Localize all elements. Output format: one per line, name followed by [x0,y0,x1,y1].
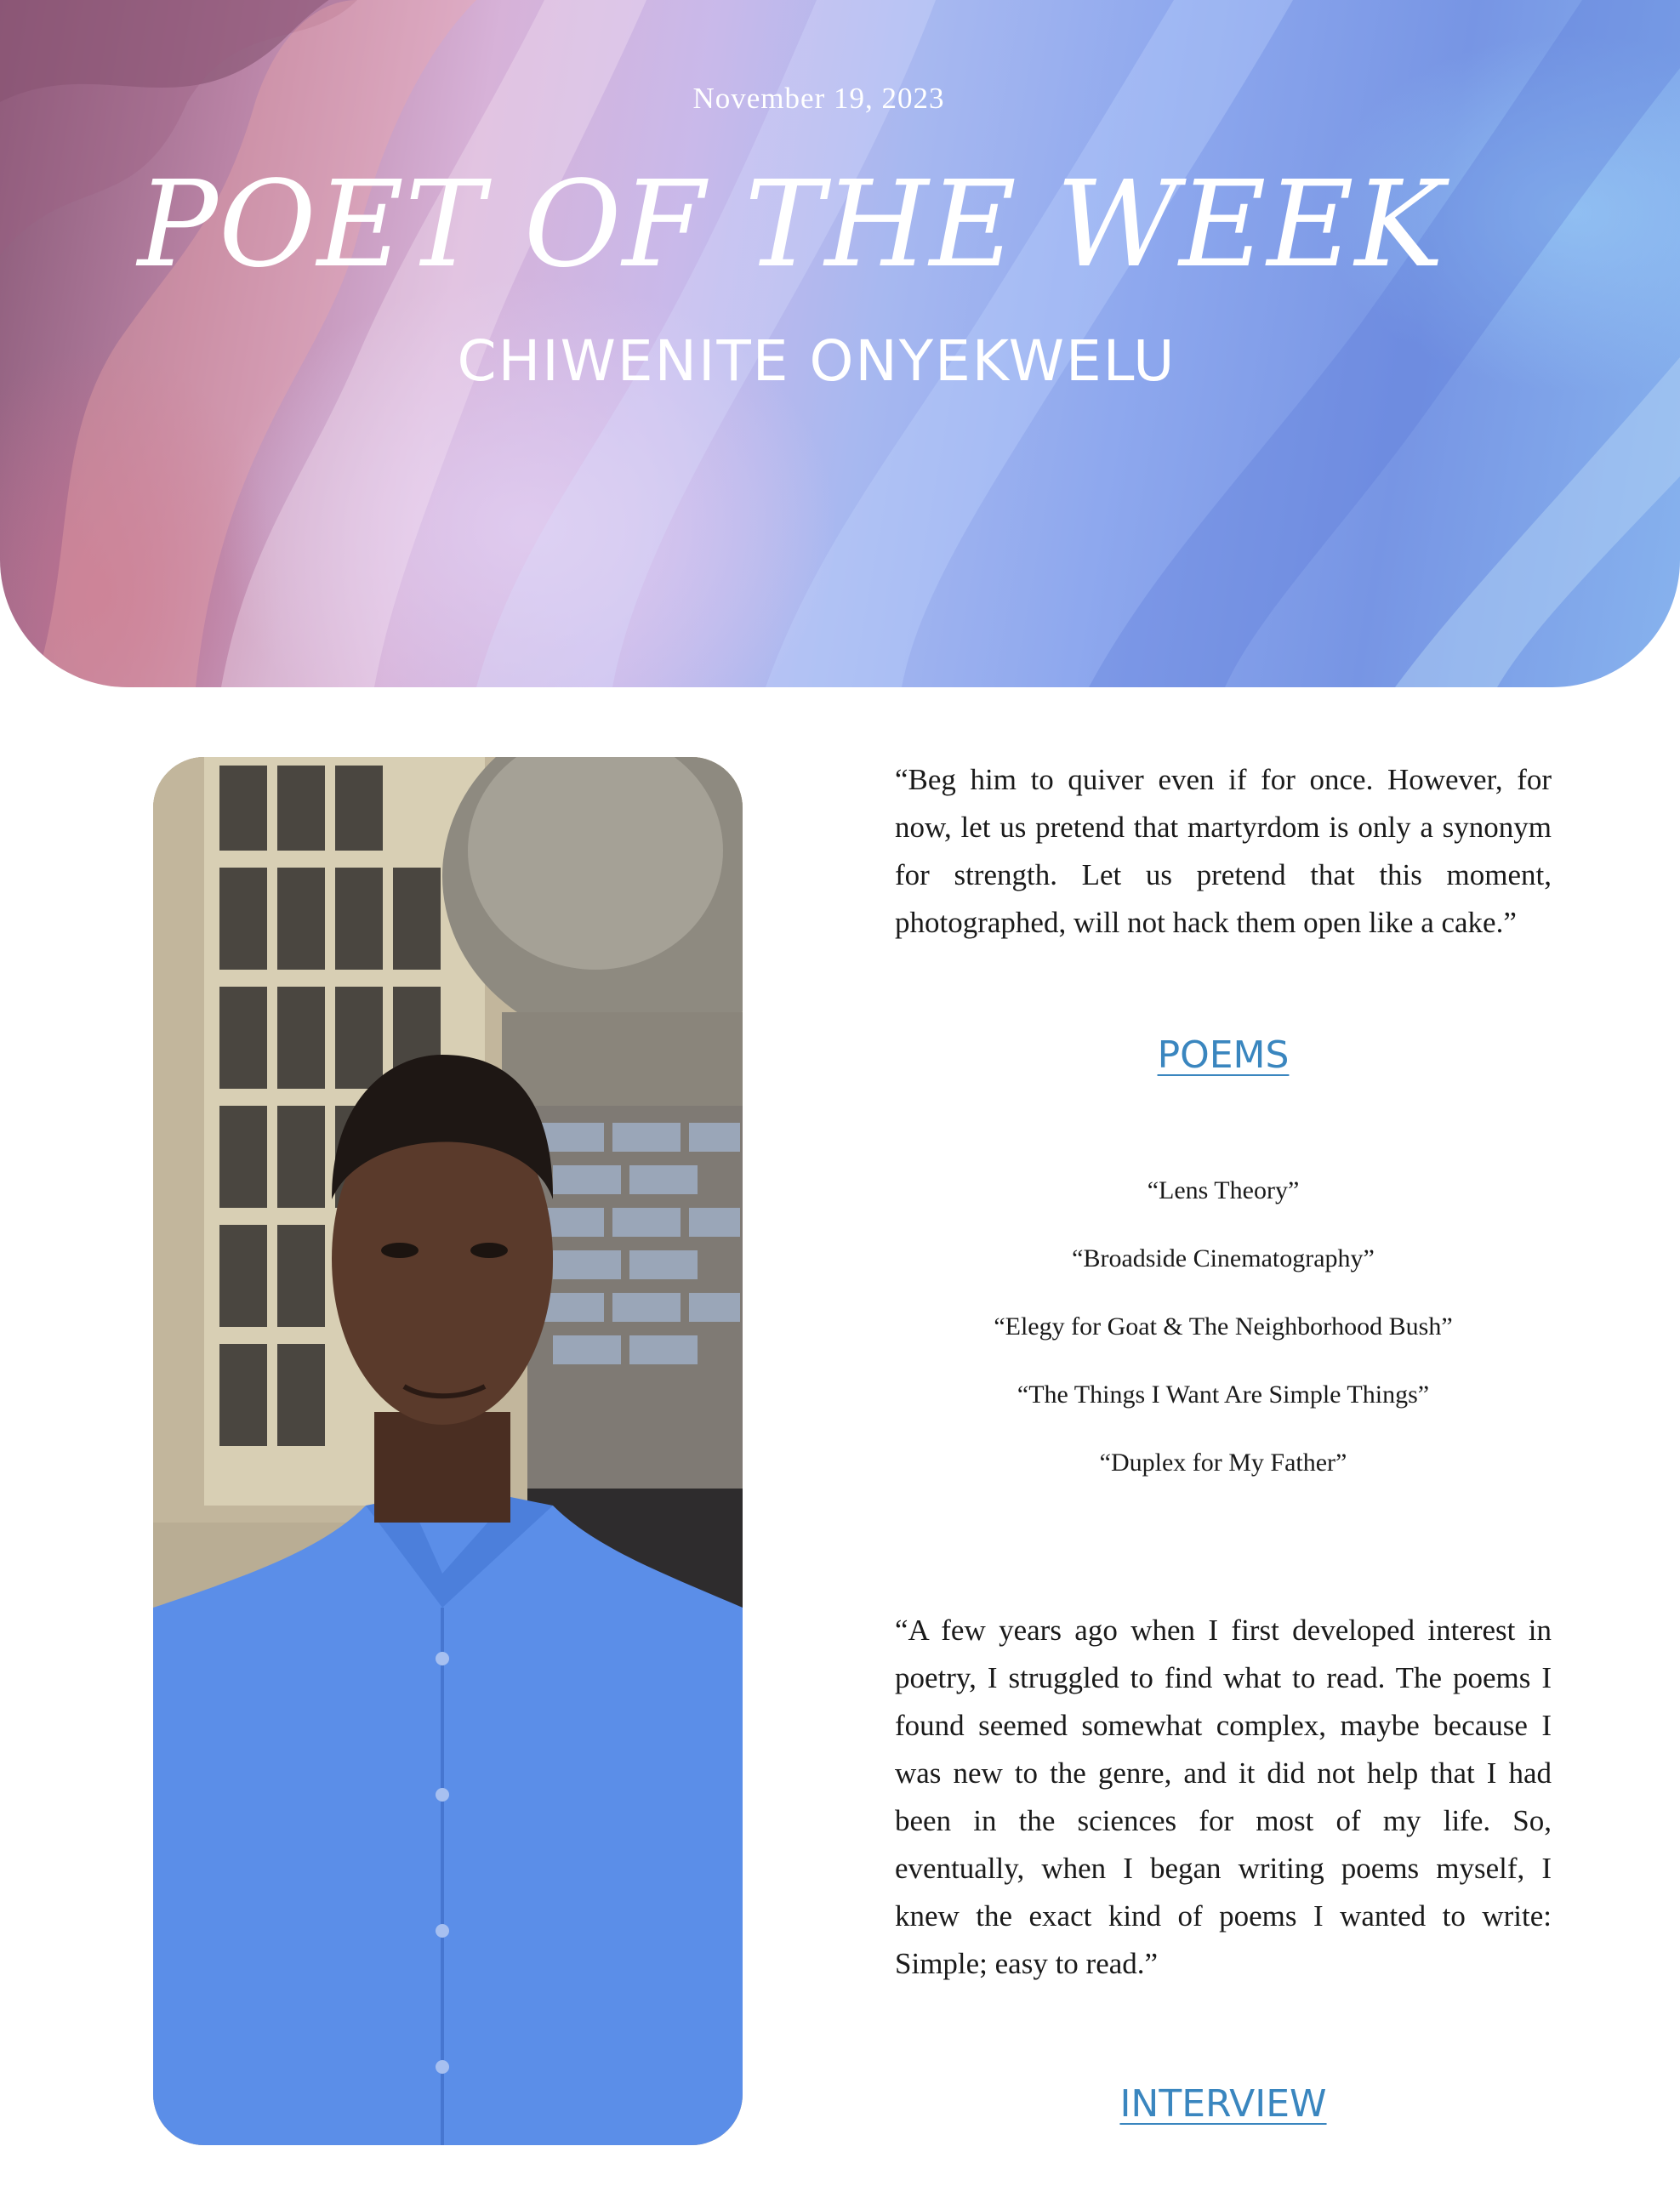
poems-heading[interactable] [895,1032,1552,1079]
interview-heading-link[interactable]: INTERVIEW [1119,2082,1327,2126]
poems-heading-link[interactable]: POEMS [1157,1033,1290,1077]
poem-title: “The Things I Want Are Simple Things” [1017,1380,1430,1409]
portrait-illustration [153,757,743,2145]
poem-title: “Duplex for My Father” [1099,1449,1347,1477]
poem-title: “Broadside Cinematography” [1072,1244,1375,1272]
poem-title: “Lens Theory” [1147,1176,1300,1204]
publication-date: November 19, 2023 [692,82,945,115]
header-banner [0,0,1680,687]
poem-title: “Elegy for Goat & The Neighborhood Bush” [994,1312,1453,1341]
poet-name: CHIWENITE ONYEKWELU [457,328,1176,394]
page-title: POET OF THE WEEK [137,156,1445,294]
poet-statement-quote: “A few years ago when I first developed interest in poetry, I struggled to find what to read. The poems I found seemed somewhat complex, maybe because I was new to the genre, and it did not help that I had been in the sciences for most of my life. So, eventually, when I began writing poems myself, I knew the exact kind of poems I wanted to write: Simple; easy to read.” [895,1614,1552,1980]
interview-heading[interactable] [895,2081,1552,2128]
poem-list [895,1174,1552,1514]
featured-quote: “Beg him to quiver even if for once. However, for now, let us pretend that martyrdom is only a synonym for strength. Let us pretend that this moment, photographed, will not hack them open like a cake.” [895,763,1552,939]
poet-portrait-photo [153,757,743,2145]
